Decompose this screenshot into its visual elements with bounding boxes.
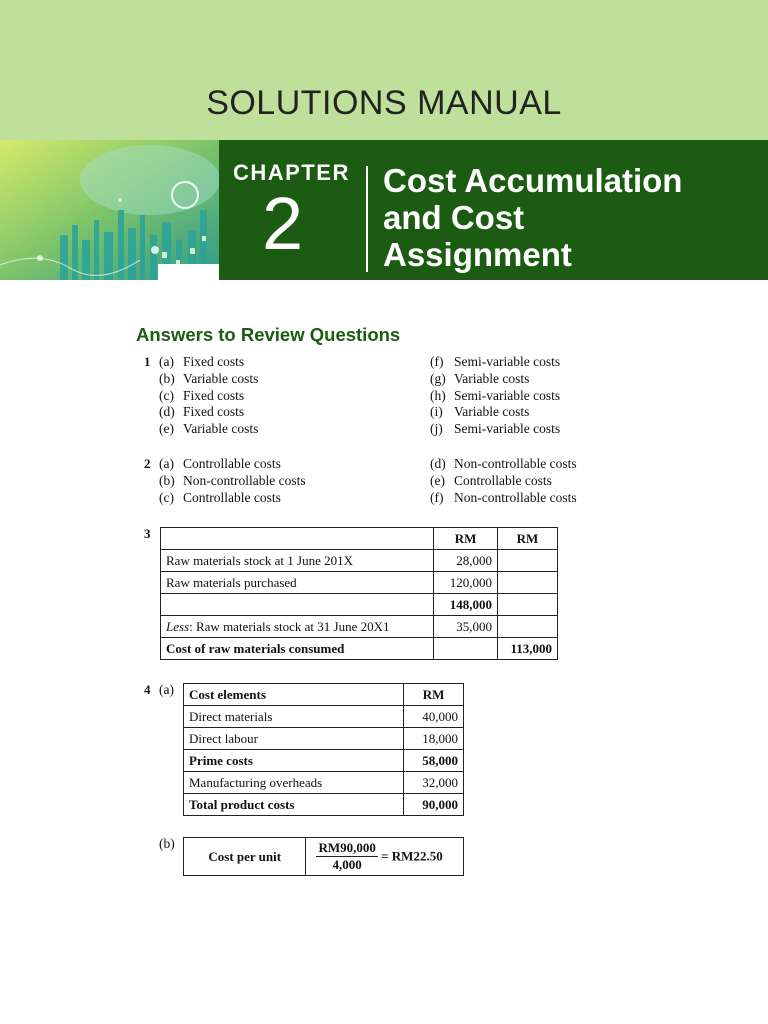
- table-cell: 148,000: [434, 594, 498, 616]
- table-cell: 58,000: [404, 750, 464, 772]
- question-3-number: 3: [144, 526, 151, 541]
- chapter-title: [383, 162, 682, 273]
- table-cell: [498, 616, 558, 638]
- list-item: (b) Non-controllable costs: [159, 473, 306, 488]
- table-cell: 40,000: [404, 706, 464, 728]
- question-4-number: 4: [144, 682, 151, 697]
- table-cell: Prime costs: [184, 750, 404, 772]
- table-cell: Direct labour: [184, 728, 404, 750]
- table-cell: 90,000: [404, 794, 464, 816]
- table-cell: Raw materials stock at 1 June 201X: [161, 550, 434, 572]
- list-item: (g) Variable costs: [430, 371, 530, 386]
- list-item: (a) Controllable costs: [159, 456, 281, 471]
- table-cell: [498, 572, 558, 594]
- table-cell: 113,000: [498, 638, 558, 660]
- fraction-result: = RM22.50: [381, 848, 443, 864]
- table-cell: 32,000: [404, 772, 464, 794]
- fraction: [316, 840, 377, 873]
- manual-title: SOLUTIONS MANUAL: [206, 84, 562, 122]
- cost-per-unit-formula: [306, 838, 464, 876]
- cost-per-unit-table: [183, 837, 464, 876]
- table-cell: Raw materials purchased: [161, 572, 434, 594]
- table-row: [184, 684, 464, 706]
- table-row: [184, 794, 464, 816]
- table-cell: Manufacturing overheads: [184, 772, 404, 794]
- section-heading: Answers to Review Questions: [136, 324, 401, 345]
- chapter-title-line-2: and Cost: [383, 199, 525, 236]
- table-cell: Direct materials: [184, 706, 404, 728]
- cost-per-unit-label: Cost per unit: [184, 838, 306, 876]
- table-cell: [498, 594, 558, 616]
- table-cell: [161, 528, 434, 550]
- list-item: (d) Fixed costs: [159, 404, 245, 419]
- list-item: (c) Controllable costs: [159, 490, 281, 505]
- chapter-banner-image: [0, 140, 219, 280]
- fraction-numerator: RM90,000: [318, 840, 376, 855]
- table-row: [184, 750, 464, 772]
- table-row: [184, 706, 464, 728]
- list-item: (e) Controllable costs: [430, 473, 552, 488]
- table-cell: Total product costs: [184, 794, 404, 816]
- chapter-title-line-1: Cost Accumulation: [383, 162, 683, 199]
- list-item: (b) Variable costs: [159, 371, 259, 386]
- question-1-number: 1: [144, 354, 151, 369]
- table-cell: Less: Raw materials stock at 31 June 20X1: [161, 616, 434, 638]
- table-row: [184, 772, 464, 794]
- table-cell: 28,000: [434, 550, 498, 572]
- table-row: [161, 594, 558, 616]
- part-label: (a): [159, 682, 174, 697]
- list-item: (c) Fixed costs: [159, 388, 245, 403]
- table-cell: [434, 638, 498, 660]
- chapter-label: CHAPTER: [233, 160, 350, 185]
- table-row: [161, 572, 558, 594]
- raw-materials-table: [160, 527, 558, 660]
- list-item: (j) Semi-variable costs: [430, 421, 561, 436]
- table-header-cell: RM: [404, 684, 464, 706]
- table-row: [184, 728, 464, 750]
- table-row: [161, 550, 558, 572]
- list-item: (d) Non-controllable costs: [430, 456, 577, 471]
- table-header-cell: Cost elements: [184, 684, 404, 706]
- fraction-denominator: 4,000: [332, 857, 362, 872]
- chapter-divider: [366, 166, 368, 272]
- list-item: (i) Variable costs: [430, 404, 530, 419]
- table-cell: 35,000: [434, 616, 498, 638]
- table-cell: Cost of raw materials consumed: [161, 638, 434, 660]
- cost-elements-table: [183, 683, 464, 816]
- question-2-number: 2: [144, 456, 151, 471]
- list-item: (e) Variable costs: [159, 421, 259, 436]
- table-row: [184, 838, 464, 876]
- chapter-number: 2: [262, 182, 304, 265]
- table-header-cell: RM: [434, 528, 498, 550]
- list-item: (f) Semi-variable costs: [430, 354, 561, 369]
- table-cell: 18,000: [404, 728, 464, 750]
- table-cell: [498, 550, 558, 572]
- table-cell: 120,000: [434, 572, 498, 594]
- list-item: (f) Non-controllable costs: [430, 490, 577, 505]
- table-row: [161, 638, 558, 660]
- table-row: [161, 616, 558, 638]
- chapter-title-line-3: Assignment: [383, 236, 572, 273]
- table-cell: [161, 594, 434, 616]
- list-item: (h) Semi-variable costs: [430, 388, 561, 403]
- list-item: (a) Fixed costs: [159, 354, 245, 369]
- table-row: [161, 528, 558, 550]
- table-header-cell: RM: [498, 528, 558, 550]
- part-label: (b): [159, 836, 175, 851]
